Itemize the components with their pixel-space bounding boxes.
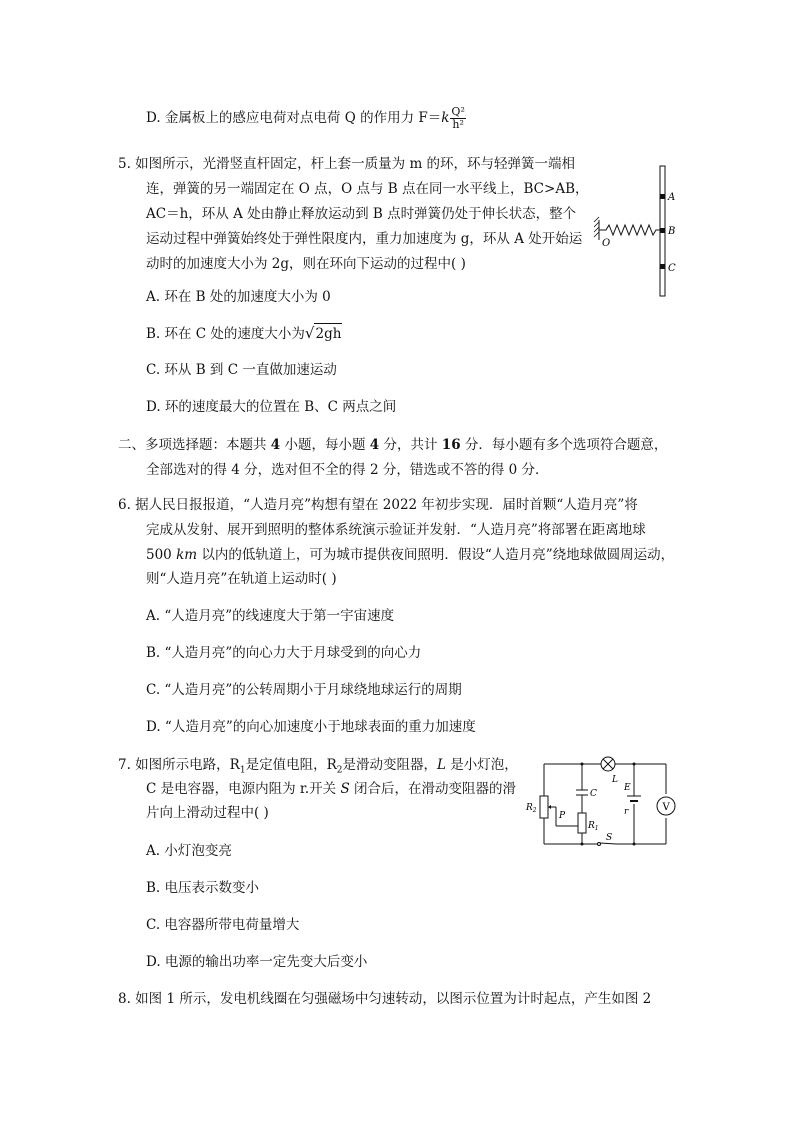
q5-stem-line2: 连，弹簧的另一端固定在 O 点，O 点与 B 点在同一水平线上，BC>AB， (146, 181, 589, 197)
resistor-r1 (578, 813, 586, 833)
fraction-denominator: h² (452, 118, 464, 131)
coulomb-constant: k (441, 110, 450, 126)
q7-circuit-figure (524, 756, 686, 850)
label-v: V (662, 802, 670, 813)
point-c-marker (661, 264, 665, 269)
label-o: O (602, 238, 611, 249)
label-r: r (624, 807, 629, 817)
q7-stem-line1: 7. 如图所示电路，$R_1$是定值电阻，$R_2$是滑动变阻器，L 是小灯泡， (118, 757, 518, 776)
spring (599, 225, 660, 235)
q6-option-d: D. “人造月亮”的向心加速度小于地球表面的重力加速度 (146, 719, 476, 735)
q5-figure (590, 160, 685, 300)
label-e: E (624, 783, 631, 793)
fraction (450, 106, 465, 131)
q7-stem-line2: C 是电容器，电源内阻为 r.开关 S 闭合后，在滑动变阻器的滑 (146, 781, 517, 797)
section2-heading-line2: 全部选对的得 4 分，选对但不全的得 2 分，错选或不答的得 0 分． (146, 462, 549, 478)
q8-stem-line1: 8. 如图 1 所示，发电机线圈在匀强磁场中匀速转动，以图示位置为计时起点，产生如图 2 (118, 991, 652, 1007)
q6-stem-line1: 6. 据人民日报报道，“人造月亮”构想有望在 2022 年初步实现．届时首颗“人造月亮”将 (118, 497, 638, 513)
point-a-marker (661, 194, 665, 199)
switch-icon (600, 843, 616, 844)
q6-stem-line4: 则“人造月亮”在轨道上运动时( ) (146, 571, 337, 587)
q7-stem-line3: 片向上滑动过程中( ) (146, 805, 269, 821)
q6-option-a: A. “人造月亮”的线速度大于第一宇宙速度 (146, 608, 395, 624)
q7-option-a: A. 小灯泡变亮 (146, 843, 232, 859)
q5-option-b-text: B. 环在 C 处的速度大小为 (146, 326, 305, 342)
q5-stem-line4: 运动过程中弹簧始终处于弹性限度内，重力加速度为 g，环从 A 处开始运 (146, 231, 583, 247)
q5-stem-line1: 5. 如图所示，光滑竖直杆固定，杆上套一质量为 m 的环，环与轻弹簧一端相 (118, 156, 576, 172)
q6-option-b: B. “人造月亮”的向心力大于月球受到的向心力 (146, 645, 422, 661)
q6-stem-line3: 500 km 以内的低轨道上，可为城市提供夜间照明．假设“人造月亮”绕地球做圆周运动， (146, 547, 675, 563)
sqrt-sign: √ (304, 324, 315, 342)
q4-option-d-text: D. 金属板上的感应电荷对点电荷 Q 的作用力 F＝ (146, 110, 442, 126)
q5-stem-line5: 动时的加速度大小为 2g，则在环向下运动的过程中( ) (146, 256, 466, 272)
q5-stem-line3: AC＝h，环从 A 处由静止释放运动到 B 点时弹簧仍处于伸长状态，整个 (146, 206, 577, 222)
label-l: L (612, 775, 618, 785)
q5-option-d: D. 环的速度最大的位置在 B、C 两点之间 (146, 399, 397, 415)
label-s: S (606, 833, 613, 843)
q7-option-b: B. 电压表示数变小 (146, 880, 260, 896)
section2-heading-line1: 二、多项选择题：本题共 4 小题，每小题 4 分，共计 16 分．每小题有多个选项符合题意， (118, 437, 668, 453)
q6-option-c: C. “人造月亮”的公转周期小于月球绕地球运行的周期 (146, 682, 462, 698)
point-b-marker (661, 228, 665, 233)
q7-option-c: C. 电容器所带电荷量增大 (146, 917, 300, 933)
label-c: C (590, 789, 597, 799)
label-b: B (668, 226, 676, 237)
q5-option-c: C. 环从 B 到 C 一直做加速运动 (146, 362, 337, 378)
sqrt-radicand: 2gh (314, 323, 342, 344)
fraction-numerator: Q² (451, 105, 465, 118)
q4-option-d (146, 106, 466, 131)
label-c: C (668, 263, 676, 274)
label-r1: $R_1$ (588, 821, 599, 832)
rheostat-r2 (540, 796, 548, 818)
q5-option-a: A. 环在 B 处的加速度大小为 0 (146, 289, 331, 305)
label-a: A (668, 192, 676, 203)
q6-stem-line2: 完成从发射、展开到照明的整体系统演示验证并发射．“人造月亮”将部署在距离地球 (146, 522, 646, 538)
label-r2: $R_2$ (526, 803, 537, 814)
q7-option-d: D. 电源的输出功率一定先变大后变小 (146, 954, 368, 970)
label-p: P (559, 811, 566, 821)
q5-option-b (146, 323, 342, 344)
